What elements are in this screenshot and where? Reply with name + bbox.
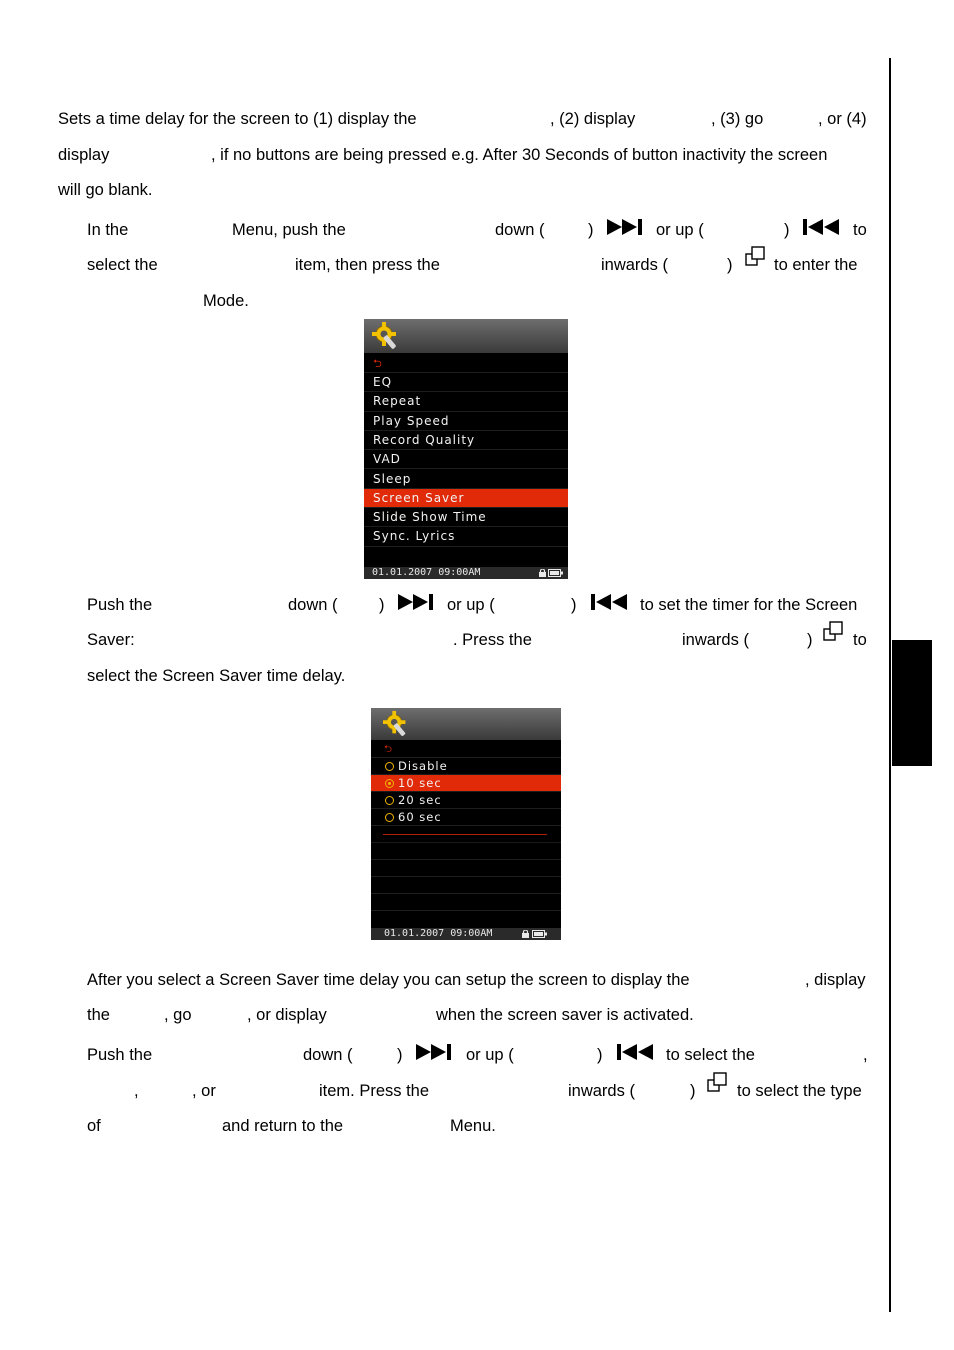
back-icon: ⮌ <box>384 744 394 755</box>
para1-text: , if no buttons are being pressed e.g. After 30 Seconds of button inactivity the screen <box>211 146 828 164</box>
step1-text: or up ( <box>656 221 704 239</box>
step3-text: Push the <box>87 1046 153 1064</box>
radio-icon <box>385 762 394 771</box>
para1-text: , or (4) <box>818 110 867 128</box>
back-item[interactable] <box>364 354 568 373</box>
para1-text: Sets a time delay for the screen to (1) display the <box>58 110 417 128</box>
step3-text: ) <box>690 1082 696 1100</box>
empty-row <box>371 894 561 911</box>
para1-text: , (2) display <box>550 110 636 128</box>
step3-text: item. Press the <box>319 1082 430 1100</box>
menu-item-play-speed[interactable]: Play Speed <box>364 412 568 431</box>
step1-text: ) <box>784 221 790 239</box>
step1-text: Mode. <box>203 292 249 310</box>
radio-selected-icon <box>385 779 394 788</box>
step3-text: ) <box>597 1046 603 1064</box>
para3-text: , display <box>805 971 866 989</box>
step3-text: inwards ( <box>568 1082 635 1100</box>
enter-icon <box>707 1071 729 1093</box>
status-bar <box>371 928 561 940</box>
status-datetime: 01.01.2007 09:00AM <box>372 567 481 578</box>
back-icon: ⮌ <box>373 357 383 370</box>
back-item[interactable] <box>371 741 561 758</box>
radio-icon <box>385 813 394 822</box>
step2-text: inwards ( <box>682 631 749 649</box>
enter-icon <box>745 245 767 267</box>
step1-text: to <box>853 221 867 239</box>
option-label: 10 sec <box>398 776 442 790</box>
screen-header <box>364 319 568 353</box>
menu-item-repeat[interactable]: Repeat <box>364 392 568 411</box>
menu-item-vad[interactable]: VAD <box>364 450 568 469</box>
empty-row <box>371 877 561 894</box>
para3-text: the <box>87 1006 110 1024</box>
screen-header <box>371 708 561 740</box>
option-disable[interactable] <box>371 758 561 775</box>
para3-text: , or display <box>247 1006 327 1024</box>
step3-text: ) <box>397 1046 403 1064</box>
step3-text: of <box>87 1117 101 1135</box>
step3-text: , or <box>192 1082 216 1100</box>
screen-saver-screen <box>371 708 561 940</box>
step3-text: or up ( <box>466 1046 514 1064</box>
step1-text: Menu, push the <box>232 221 346 239</box>
empty-row <box>371 860 561 877</box>
menu-item-eq[interactable]: EQ <box>364 373 568 392</box>
menu-item-sleep[interactable]: Sleep <box>364 470 568 489</box>
settings-gear-icon <box>372 321 402 351</box>
status-datetime: 01.01.2007 09:00AM <box>384 928 493 939</box>
step1-text: down ( <box>495 221 545 239</box>
option-label: Disable <box>398 759 448 773</box>
menu-item-sync-lyrics[interactable]: Sync. Lyrics <box>364 527 568 546</box>
menu-item-screen-saver[interactable]: Screen Saver <box>364 489 568 508</box>
previous-track-icon <box>617 1044 655 1060</box>
step1-text: ) <box>727 256 733 274</box>
step2-text: ) <box>571 596 577 614</box>
battery-icon <box>548 569 563 577</box>
para3-text: , go <box>164 1006 192 1024</box>
previous-track-icon <box>591 594 629 610</box>
settings-menu-screen <box>364 319 568 579</box>
radio-icon <box>385 796 394 805</box>
step3-text: , <box>863 1046 868 1064</box>
step2-text: ) <box>807 631 813 649</box>
step2-text: down ( <box>288 596 338 614</box>
empty-row <box>371 843 561 860</box>
step3-text: , <box>134 1082 139 1100</box>
step2-text: Push the <box>87 596 153 614</box>
step1-text: select the <box>87 256 158 274</box>
menu-item-record-quality[interactable]: Record Quality <box>364 431 568 450</box>
section-tab <box>892 640 932 766</box>
menu-item-slide-show-time[interactable]: Slide Show Time <box>364 508 568 527</box>
step3-text: and return to the <box>222 1117 344 1135</box>
step2-text: to set the timer for the Screen <box>640 596 858 614</box>
option-label: 20 sec <box>398 793 442 807</box>
battery-icon <box>532 930 547 938</box>
step2-text: select the Screen Saver time delay. <box>87 667 346 685</box>
next-track-icon <box>398 594 436 610</box>
step1-text: item, then press the <box>295 256 440 274</box>
para3-text: After you select a Screen Saver time delay you can setup the screen to display the <box>87 971 690 989</box>
para3-text: when the screen saver is activated. <box>436 1006 694 1024</box>
page-right-rule <box>889 58 891 1312</box>
step2-text: or up ( <box>447 596 495 614</box>
previous-track-icon <box>803 219 841 235</box>
status-bar <box>364 567 568 579</box>
step1-text: ) <box>588 221 594 239</box>
settings-gear-icon <box>383 710 411 738</box>
para1-text: display <box>58 146 110 164</box>
step3-text: to select the type <box>737 1082 862 1100</box>
lock-icon <box>522 930 529 938</box>
step1-text: In the <box>87 221 129 239</box>
empty-row <box>371 826 561 843</box>
step2-text: . Press the <box>453 631 532 649</box>
step3-text: down ( <box>303 1046 353 1064</box>
step2-text: ) <box>379 596 385 614</box>
enter-icon <box>823 620 845 642</box>
step2-text: Saver: <box>87 631 135 649</box>
step2-text: to <box>853 631 867 649</box>
lock-icon <box>539 569 546 577</box>
option-20-sec[interactable] <box>371 792 561 809</box>
next-track-icon <box>416 1044 454 1060</box>
option-60-sec[interactable] <box>371 809 561 826</box>
option-10-sec[interactable] <box>371 775 561 792</box>
next-track-icon <box>607 219 645 235</box>
option-label: 60 sec <box>398 810 442 824</box>
step3-text: Menu. <box>450 1117 496 1135</box>
para1-text: , (3) go <box>711 110 764 128</box>
para1-text: will go blank. <box>58 181 153 199</box>
step1-text: inwards ( <box>601 256 668 274</box>
step1-text: to enter the <box>774 256 858 274</box>
step3-text: to select the <box>666 1046 755 1064</box>
